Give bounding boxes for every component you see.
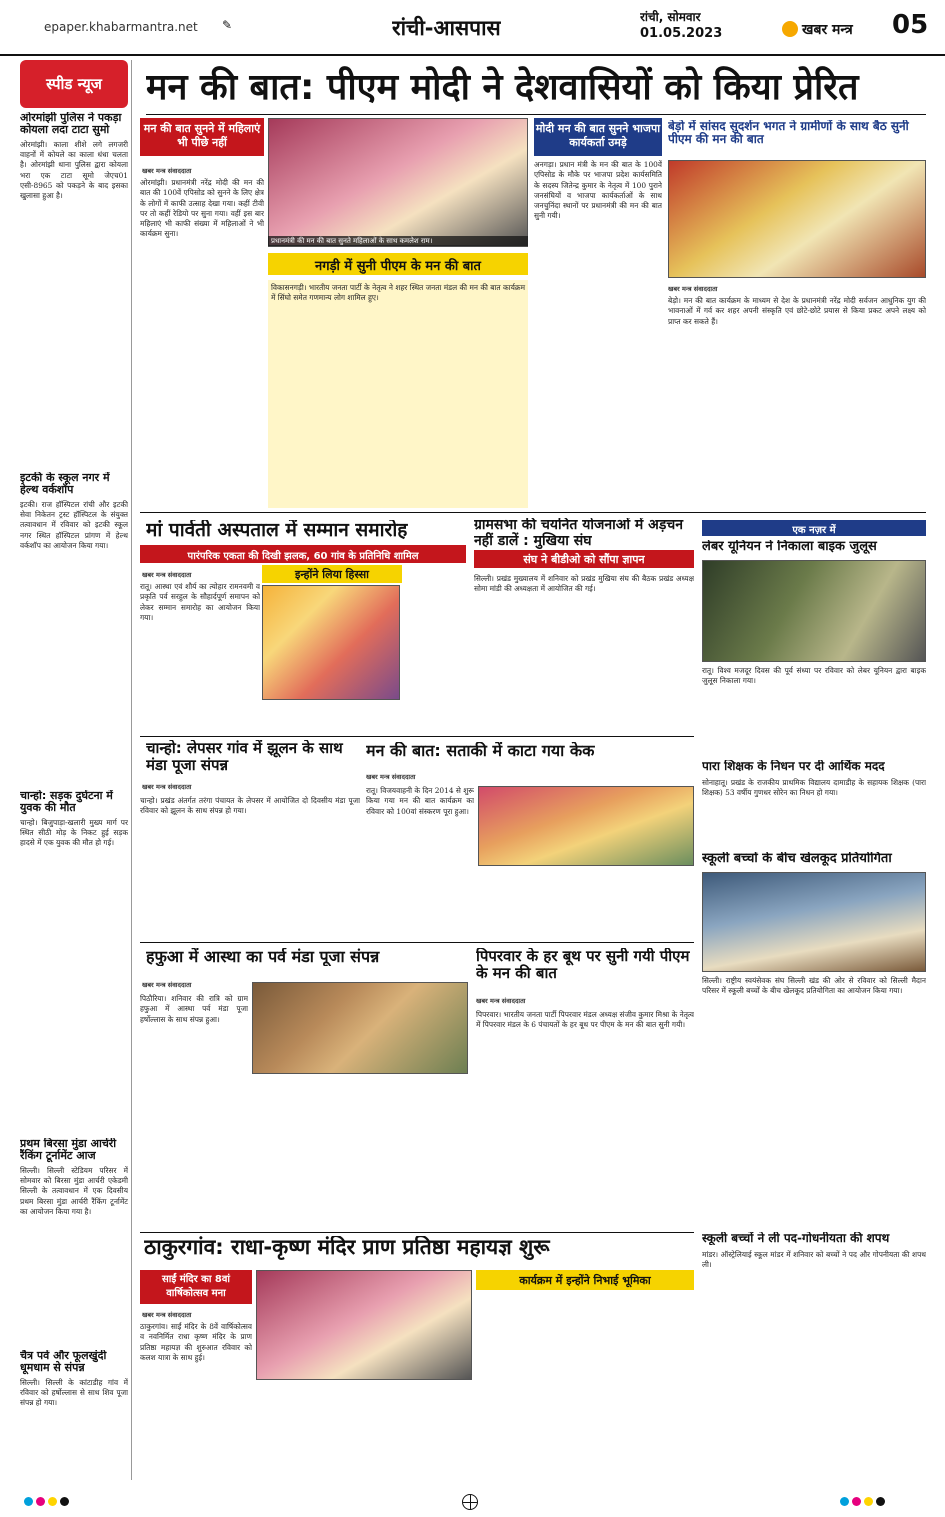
para-teacher-body: सोनाहातू। प्रखंड के राजकीय प्राथमिक विद्यालय दामाडीह के सहायक शिक्षक (पारा शिक्षक) 53 वर्षीय गुणधर सोरेन का निधन हो गया।	[702, 778, 926, 798]
parvati-headline: मां पार्वती अस्पताल में सम्मान समारोह	[146, 520, 408, 541]
brand-name: खबर मन्त्र	[802, 21, 853, 38]
left-item-4-headline: प्रथम बिरसा मुंडा आर्चरी रैंकिंग टूर्नामेंट आज	[20, 1138, 117, 1163]
main-sub1-banner: मन की बात सुनने में महिलाएं भी पीछे नहीं	[140, 118, 264, 156]
main-byline-1: खबर मन्त्र संवाददाता	[142, 167, 192, 175]
hafua-headline: हफुआ में आस्था का पर्व मंडा पूजा संपन्न	[146, 948, 380, 966]
main-sub4-banner: नगड़ी में सुनी पीएम के मन की बात	[268, 253, 528, 275]
parvati-body: रातू। आस्था एवं शौर्य का त्योहार रामनवमी व प्रकृति पर्व सरहुल के सौहार्दपूर्ण समापन को लेकर सम्मान समारोह का आयोजन किया गया।	[140, 582, 260, 622]
main-photo-1-caption: प्रधानमंत्री की मन की बात सुनते महिलाओं के साथ कमलेश राम।	[268, 236, 528, 247]
cow-oath-body: मांडर। ऑस्ट्रेलियाई स्कूल मांडर में शनिवार को बच्चों ने पद और गोपनीयता की शपथ ली।	[702, 1250, 926, 1270]
piparwar-headline: पिपरवार के हर बूथ पर सुनी गयी पीएम के मन की बात	[476, 948, 690, 982]
cake-body: रातू। विजयवाहनी के दिन 2014 से शुरू किया गया मन की बात कार्यक्रम का रविवार को 100वां संस्करण पूरा हुआ।	[366, 786, 474, 816]
site-url[interactable]: epaper.khabarmantra.net	[44, 20, 198, 34]
left-column	[20, 60, 132, 1480]
main-headline: मन की बात: पीएम मोदी ने देशवासियों को किया प्रेरित	[146, 67, 859, 108]
chanho-headline: चान्हो: लेपसर गांव में झूलन के साथ मंडा पूजा संपन्न	[146, 740, 343, 774]
color-dot	[48, 1497, 57, 1506]
ek-nazar-badge	[702, 520, 926, 536]
color-dot	[24, 1497, 33, 1506]
gram-sabha-subhead: संघ ने बीडीओ को सौंपा ज्ञापन	[474, 550, 694, 568]
color-dot	[60, 1497, 69, 1506]
parvati-subhead: पारंपरिक एकता की दिखी झलक, 60 गांव के प्रतिनिधि शामिल	[140, 545, 466, 563]
chanho-body: चान्हो। प्रखंड अंतर्गत तरंगा पंचायत के लेपसर में आयोजित दो दिवसीय मंडा पूजा रविवार को झूलन के साथ संपन्न हो गया।	[140, 796, 360, 816]
main-body-1: ओरमांझी। प्रधानमंत्री नरेंद्र मोदी की मन की बात की 100वें एपिसोड को सुनने के लिए क्षेत्र के लोगों में काफी उत्साह देखा गया। कहीं टीवी पर तो कहीं रेडियो पर सुना गया। वहीं इस बार महिलाएं भी काफी संख्या में महिलाओं ने भी कार्यक्रम सुना।	[140, 178, 264, 239]
cake-photo	[478, 786, 694, 866]
hafua-byline: खबर मन्त्र संवाददाता	[142, 981, 192, 989]
left-item-5-headline: चैत्र पर्व और फूलखुंदी धूमधाम से संपन्न	[20, 1350, 107, 1375]
main-body-4: विकासनगड़ी। भारतीय जनता पार्टी के नेतृत्व ने शहर स्थित जनता मंडल की मन की बात कार्यक्रम में सिंघो समेत गणमान्य लोग शामिल हुए।	[268, 280, 528, 508]
main-photo-2	[668, 160, 926, 278]
main-byline-3: खबर मन्त्र संवाददाता	[668, 285, 718, 293]
left-item-2-headline: इटकी के स्कूल नगर में हेल्थ वर्कशॉप	[20, 472, 110, 497]
thakurgaon-sub-right: कार्यक्रम में इन्होंने निभाई भूमिका	[476, 1270, 694, 1290]
piparwar-body: पिपरवार। भारतीय जनता पार्टी पिपरवार मंडल अध्यक्ष संजीव कुमार मिश्रा के नेतृत्व में पिपरवार मंडल के 6 पंचायतों के हर बूथ पर पीएम के मन की बात सुनी गयी।	[476, 1010, 694, 1030]
section-title: रांची-आसपास	[392, 16, 501, 40]
speed-news-label: स्पीड न्यूज	[46, 75, 102, 93]
middle-rule-1	[140, 736, 694, 737]
school-sports-photo	[702, 872, 926, 972]
gram-sabha-body: सिल्ली। प्रखंड मुख्यालय में शनिवार को प्रखंड मुखिया संघ की बैठक प्रखंड अध्यक्ष सोमा मांडी की अध्यक्षता में आयोजित की गई।	[474, 574, 694, 594]
main-photo-1	[268, 118, 528, 246]
thakurgaon-body: ठाकुरगांव। साईं मंदिर के 8वें वार्षिकोत्सव व नवनिर्मित राधा कृष्ण मंदिर के प्राण प्रतिष्ठा महायज्ञ की शुरुआत रविवार को कलश यात्रा के साथ हुई।	[140, 1322, 252, 1362]
left-item-1	[20, 112, 128, 522]
city-day: रांची, सोमवार	[640, 10, 701, 24]
left-item-1-headline: ओरमांझी पुलिस ने पकड़ा कोयला लदा टाटा सुमो	[20, 112, 122, 137]
labour-photo	[702, 560, 926, 662]
color-dot	[864, 1497, 873, 1506]
main-body-3: बेड़ो। मन की बात कार्यक्रम के माध्यम से देश के प्रधानमंत्री नरेंद्र मोदी सर्वजन आधुनिक युग की भावनाओं में गर्व कर शहर अपनी संस्कृति एवं छोटे-छोटे प्रयास से किया प्रकट अपने लक्ष्य को प्राप्त कर सकते हैं।	[668, 296, 926, 326]
chanho-byline: खबर मन्त्र संवाददाता	[142, 783, 192, 791]
color-dot	[840, 1497, 849, 1506]
labour-body: रातू। विश्व मजदूर दिवस की पूर्व संध्या पर रविवार को लेबर यूनियन द्वारा बाइक जुलूस निकाला गया।	[702, 666, 926, 686]
labour-headline: लेबर यूनियन ने निकाला बाइक जुलूस	[702, 540, 877, 554]
cow-oath-headline: स्कूली बच्चों ने ली पद-गोधनीयता की शपथ	[702, 1232, 890, 1245]
page-header	[0, 0, 945, 56]
left-item-5	[20, 1350, 128, 1480]
registration-mark-icon	[462, 1494, 478, 1510]
hafua-photo	[252, 982, 468, 1074]
cake-byline: खबर मन्त्र संवाददाता	[366, 773, 416, 781]
thakurgaon-photo	[256, 1270, 472, 1380]
ek-nazar-label: एक नज़र में	[792, 525, 836, 536]
thakurgaon-sub-left: साईं मंदिर का 8वां वार्षिकोत्सव मना	[140, 1270, 252, 1304]
hafua-body: पिठौरिया। शनिवार की रात्रि को ग्राम हफुआ में आस्था पर्व मंडा पूजा हर्षोल्लास के साथ संपन्न हुआ।	[140, 994, 248, 1024]
left-item-1-body: ओरमांझी। काला शीशे लगे लगजरी वाहनों में कोयले का काला धंधा चलता है। ओरमांझी थाना पुलिस द्वारा कोयला भरा एक टाटा सूमो जेएच01 एसी-8965 को पकड़ने के बाद इसका खुलासा हुआ है।	[20, 139, 128, 201]
date: 01.05.2023	[640, 26, 723, 41]
left-item-3	[20, 790, 128, 1150]
school-sports-body: सिल्ली। राष्ट्रीय स्वयंसेवक संघ सिल्ली खंड की ओर से रविवार को सिल्ली मैदान परिसर में स्कूली बच्चों के बीच खेलकूद प्रतियोगिता का आयोजन किया गया।	[702, 976, 926, 996]
para-teacher-headline: पारा शिक्षक के निधन पर दी आर्थिक मदद	[702, 760, 885, 773]
page-number: 05	[892, 10, 929, 40]
parvati-photo-label: इन्होंने लिया हिस्सा	[262, 565, 402, 583]
brand-logo	[782, 18, 882, 40]
middle-rule-3	[140, 1232, 694, 1233]
parvati-photo	[262, 585, 400, 700]
parvati-byline: खबर मन्त्र संवाददाता	[142, 571, 192, 579]
thakurgaon-byline: खबर मन्त्र संवाददाता	[142, 1311, 192, 1319]
brand-emblem-icon	[782, 21, 798, 37]
gram-sabha-headline: ग्रामसभा की चयनित योजनाओं में अड़चन नहीं डालें : मुखिया संघ	[474, 518, 684, 549]
main-sub2-banner: मोदी मन की बात सुनने भाजपा कार्यकर्ता उमड़े	[534, 118, 662, 156]
left-item-4-body: सिल्ली। सिल्ली स्टेडियम परिसर में सोमवार को बिरसा मुंडा आर्चरी एकेडमी सिल्ली के तत्वावधान में एक दिवसीय प्रथम बिरसा मुंडा आर्चरी रैंकिंग टूर्नामेंट का आयोजन किया गया है।	[20, 1165, 128, 1216]
middle-rule-2	[140, 942, 694, 943]
cake-headline: मन की बात: सताकी में काटा गया केक	[366, 742, 595, 760]
speed-news-badge	[20, 60, 128, 108]
color-dot	[876, 1497, 885, 1506]
footer-color-dots-left	[24, 1497, 69, 1506]
footer-color-dots-right	[840, 1497, 885, 1506]
piparwar-byline: खबर मन्त्र संवाददाता	[476, 997, 526, 1005]
thakurgaon-headline: ठाकुरगांव: राधा-कृष्ण मंदिर प्राण प्रतिष्ठा महायज्ञ शुरू	[144, 1236, 550, 1259]
color-dot	[852, 1497, 861, 1506]
left-item-3-headline: चान्हो: सड़क दुर्घटना में युवक की मौत	[20, 790, 113, 815]
left-item-2-body: इटकी। राज हॉस्पिटल रांची और इटकी सेवा निकेतन ट्रस्ट हॉस्पिटल के संयुक्त तत्वावधान में रविवार को इटकी स्कूल नगर स्थित हॉस्पिटल प्रांगण में हेल्थ वर्कशॉप का आयोजन किया गया।	[20, 499, 128, 550]
left-item-4	[20, 1138, 128, 1338]
left-item-5-body: सिल्ली। सिल्ली के कांटाडीह गांव में रविवार को हर्षोल्लास से साथ शिव पूजा संपन्न हो गया।	[20, 1377, 128, 1408]
main-sub3-headline: बेड़ो में सांसद सुदर्शन भगत ने ग्रामीणों के साथ बैठ सुनी पीएम की मन की बात	[668, 120, 909, 147]
cursor-icon: ✎	[222, 18, 233, 32]
main-headline-rule	[146, 114, 926, 115]
school-sports-headline: स्कूली बच्चों के बीच खेलकूद प्रतियोगिता	[702, 852, 892, 866]
left-item-3-body: चान्हो। बिजुपाड़ा-खलारी मुख्य मार्ग पर स्थित सीठी मोड़ के निकट हुई सड़क हादसे में एक युवक की मौत हो गई।	[20, 817, 128, 848]
color-dot	[36, 1497, 45, 1506]
main-bottom-rule	[140, 512, 926, 513]
main-body-2: अनगड़ा। प्रधान मंत्री के मन की बात के 100वें एपिसोड के मौके पर भाजपा प्रदेश कार्यसमिति के सदस्य जितेन्द्र कुमार के नेतृत्व में 100 पुराने जनसंघियों व भाजपा कार्यकर्ताओं के साथ जनचुनिंदा स्थानों पर प्रधानमंत्री की मन की बात सुनी गयी।	[534, 160, 662, 221]
